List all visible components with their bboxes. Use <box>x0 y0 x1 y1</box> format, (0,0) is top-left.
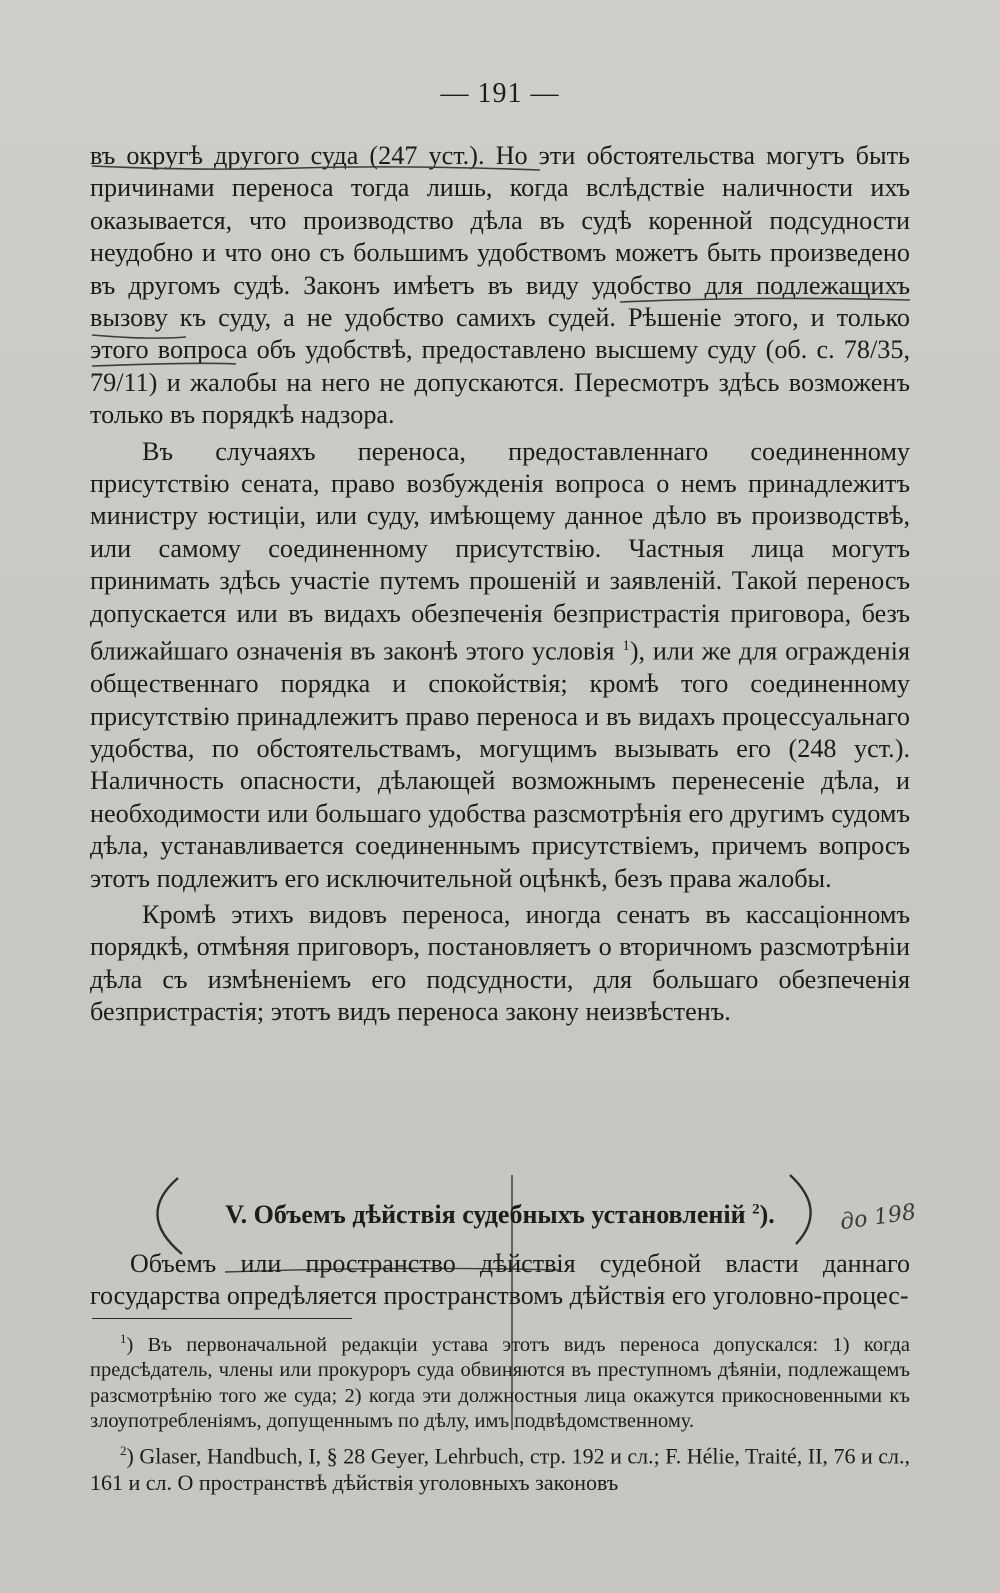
footnotes <box>90 1326 910 1496</box>
footnote-1 <box>90 1326 910 1435</box>
paragraph-2-continued: ), или же для огражденія общественнаго порядка и спокойствія; кромѣ того соединенному присутствію принадлежитъ право переноса и въ видахъ процессуальнаго удобства, по обстоятельствамъ, могущимъ вызывать его (248 уст.). Наличность опасности, дѣлающей возможнымъ перенесеніе дѣла, и необходимости или большаго удобства разсмотрѣнія его другимъ судомъ дѣла, устанавливается соединеннымъ присутствіемъ, причемъ вопросъ этотъ подлежитъ его исключительной оцѣнкѣ, безъ права жалобы. <box>90 636 910 893</box>
section-heading-tail: ). <box>759 1200 775 1229</box>
footnote-2 <box>90 1437 910 1496</box>
footnote-ref-1[interactable]: 1 <box>622 638 630 655</box>
page-number: — 191 — <box>440 78 560 109</box>
main-text <box>90 140 910 1029</box>
paragraph-3: Кромѣ этихъ видовъ переноса, иногда сенатъ въ кассаціонномъ порядкѣ, отмѣняя приговоръ, постановляетъ о вторичномъ разсмотрѣніи дѣла съ измѣненіемъ его подсудности, для большаго обезпеченія безпристрастія; этотъ видъ переноса закону неизвѣстенъ. <box>90 900 910 1027</box>
paragraph-2-text: Въ случаяхъ переноса, предоставленнаго соединенному присутствію сената, право возбужденія вопроса о немъ принадлежитъ министру юстиціи, или суду, имѣющему данное дѣло въ производствѣ, или самому соединенному присутствію. Частныя лица могутъ принимать здѣсь участіе путемъ прошеній и заявленій. Такой переносъ допускается или въ видахъ обезпеченія безпристрастія приговора, безъ ближайшаго означенія въ законѣ этого условія <box>90 436 910 666</box>
footnote-2-text: ) Glaser, Handbuch, I, § 28 Geyer, Lehrbuch, стр. 192 и сл.; F. Hélie, Traité, II, 76 и сл., 161 и сл. О пространствѣ дѣйствія уголовныхъ законовъ <box>90 1443 910 1496</box>
paragraph-1: въ округѣ другого суда (247 уст.). Но эти обстоятельства могутъ быть причинами переноса тогда лишь, когда вслѣдствіе наличности ихъ оказывается, что производство дѣла въ судѣ коренной подсудности неудобно и что оно съ большимъ удобствомъ можетъ быть произведено въ другомъ судѣ. Законъ имѣетъ въ виду удобство для подлежащихъ вызову къ суду, а не удобство самихъ судей. Рѣшеніе этого, и только этого вопроса объ удобствѣ, предоставлено высшему суду (об. с. 78/35, 79/11) и жалобы на него не допускаются. Пересмотръ здѣсь возможенъ только въ порядкѣ надзора. <box>90 141 910 430</box>
footnote-1-text: ) Въ первоначальной редакціи устава этотъ видъ переноса допускался: 1) когда предсѣдатель, члены или прокуроръ суда обвиняются въ преступномъ дѣяніи, подлежащемъ разсмотрѣнію того же суда; 2) когда эти должностныя лица окажутся прикосновенными къ злоупотребленіямъ, допущеннымъ по дѣлу, имъ подвѣдомственному. <box>90 1333 910 1433</box>
handwritten-note: до 198 <box>838 1199 918 1236</box>
footnote-1-marker: 1 <box>120 1331 127 1346</box>
after-heading-text <box>90 1248 910 1312</box>
paragraph-4: Объемъ или пространство дѣйствія судебной власти даннаго государства опредѣляется пространствомъ дѣйствія его уголовно-процес- <box>90 1249 910 1310</box>
footnote-ref-2[interactable]: 2 <box>752 1201 760 1218</box>
footnote-2-marker: 2 <box>120 1442 127 1458</box>
paragraph-2 <box>90 436 910 895</box>
footnote-divider <box>92 1318 352 1319</box>
section-heading-text: V. Объемъ дѣйствія судебныхъ установленій <box>225 1200 746 1229</box>
